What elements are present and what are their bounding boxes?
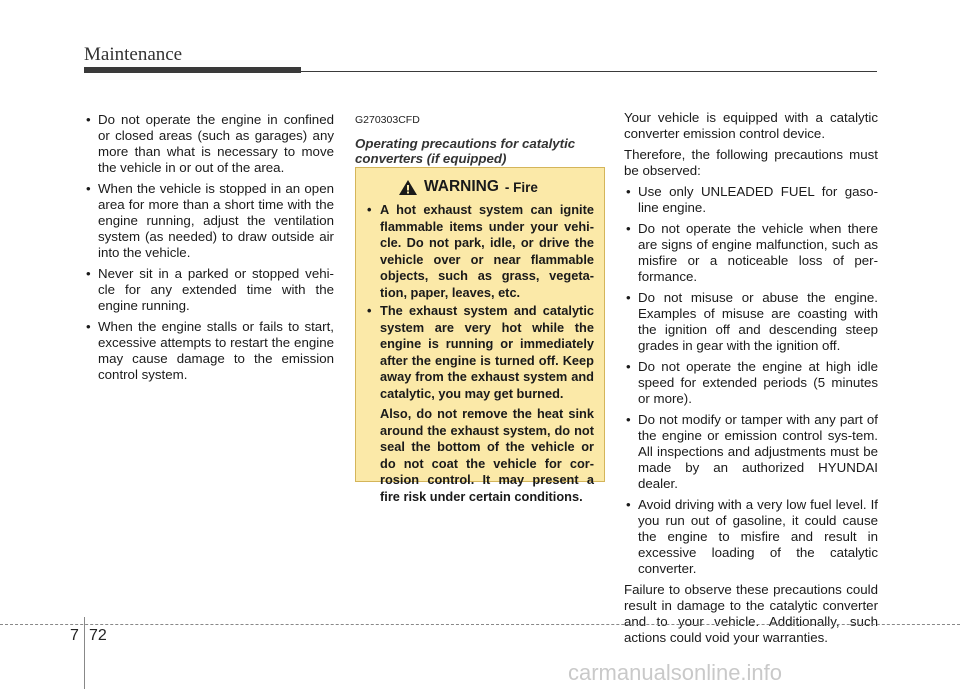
warning-subtitle: - Fire xyxy=(504,179,538,195)
closing-paragraph: Failure to observe these precautions could result in damage to the catalytic converter and to your vehicle. Additionally, such actions could void your warranties. xyxy=(624,582,878,645)
column-left xyxy=(84,112,334,388)
watermark: carmanualsonline.info xyxy=(568,660,783,685)
list-item: • Do not operate the engine at high idle speed for extended periods (5 minutes or more). xyxy=(626,359,878,406)
list-item: • Do not misuse or abuse the engine. Examples of misuse are coasting with the ignition off and descending steep grades in gear with the ignition off. xyxy=(626,290,878,353)
warning-box xyxy=(355,167,605,504)
warning-title: WARNING xyxy=(424,178,499,195)
section-code: G270303CFD xyxy=(355,114,420,126)
list-item: • Do not operate the engine in confined or closed areas (such as garages) any more than what is necessary to move the vehicle in or out of the area. xyxy=(86,112,334,175)
warning-extra-text: Also, do not remove the heat sink around the exhaust system, do not seal the bottom of the vehicle or do not coat the vehicle for cor-rosion control. It may present a fire risk under certain conditions. xyxy=(380,406,594,504)
list-item: • A hot exhaust system can ignite flammable items under your vehi-cle. Do not park, idle, or drive the vehicle over or near flammable objects, such as grass, vegeta-tion, paper, leaves, etc. xyxy=(367,202,594,300)
bullet-icon: • xyxy=(626,497,631,512)
intro-paragraph-2: Therefore, the following precautions must be observed: xyxy=(624,147,878,178)
bullet-icon: • xyxy=(86,266,91,281)
bullet-icon: • xyxy=(626,184,631,199)
bullet-icon: • xyxy=(86,319,91,334)
page-number: 72 xyxy=(89,627,107,644)
bullet-icon: • xyxy=(367,303,372,318)
footer-rule xyxy=(0,624,960,625)
list-item: • Use only UNLEADED FUEL for gaso-line engine. xyxy=(626,184,878,215)
list-item: • Avoid driving with a very low fuel level. If you run out of gasoline, it could cause the engine to misfire and result in excessive loading of the catalytic converter. xyxy=(626,497,878,576)
warning-list xyxy=(366,202,594,402)
chapter-number: 7 xyxy=(70,627,79,644)
column-middle xyxy=(355,112,605,166)
list-item: • When the engine stalls or fails to start, excessive attempts to restart the engine may cause damage to the emission control system. xyxy=(86,319,334,382)
bullet-icon: • xyxy=(626,412,631,427)
warning-triangle-icon xyxy=(398,179,418,196)
list-item: • The exhaust system and catalytic system are very hot while the engine is running or immediately after the engine is turned off. Keep away from the exhaust system and catalytic, you may get burned. xyxy=(367,303,594,401)
footer-divider xyxy=(84,617,85,689)
bullet-icon: • xyxy=(626,290,631,305)
column-right xyxy=(624,110,878,651)
list-item: • When the vehicle is stopped in an open area for more than a short time with the engine running, adjust the ventilation system (as needed) to draw outside air into the vehicle. xyxy=(86,181,334,260)
header-bar xyxy=(84,67,301,73)
list-item: • Do not modify or tamper with any part of the engine or emission control sys-tem. All inspections and adjustments must be made by an authorized HYUNDAI dealer. xyxy=(626,412,878,491)
bullet-icon: • xyxy=(626,359,631,374)
header-rule xyxy=(301,71,877,72)
list-item: • Do not operate the vehicle when there are signs of engine malfunction, such as misfire or a noticeable loss of per-formance. xyxy=(626,221,878,284)
bullet-list-right xyxy=(624,184,878,577)
bullet-icon: • xyxy=(86,112,91,127)
bullet-icon: • xyxy=(86,181,91,196)
intro-paragraph: Your vehicle is equipped with a catalytic converter emission control device. xyxy=(624,110,878,141)
section-heading: Operating precautions for catalytic converters (if equipped) xyxy=(355,136,576,166)
bullet-icon: • xyxy=(626,221,631,236)
page-title: Maintenance xyxy=(84,44,183,65)
list-item: • Never sit in a parked or stopped vehi-cle for any extended time with the engine running. xyxy=(86,266,334,313)
bullet-list-left xyxy=(84,112,334,383)
bullet-icon: • xyxy=(367,202,372,217)
warning-header xyxy=(366,178,594,196)
